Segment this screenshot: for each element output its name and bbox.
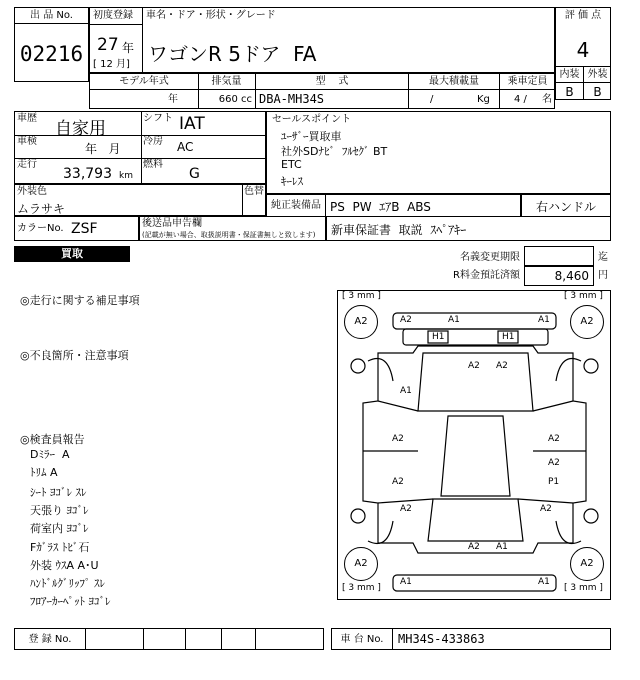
tire-depth-unit: mm (578, 583, 597, 593)
recycle-label: R料金預託済額 (453, 270, 520, 281)
displacement: 660 cc (218, 94, 252, 105)
capacity-unit: 名 (542, 94, 552, 105)
delivery-box (139, 216, 326, 241)
fuel: G (189, 166, 200, 182)
tire-depth: 3 (570, 583, 577, 593)
reg-year: 27 (97, 35, 119, 55)
recycle-unit: 円 (598, 270, 608, 281)
color-no: ZSF (71, 221, 98, 237)
mileage: 33,793 (63, 166, 112, 182)
sales-point: 社外SDﾅﾋﾞ ﾌﾙｾｸﾞ BT (281, 145, 388, 158)
spec-row (89, 73, 555, 109)
damage-mark-right-quarter: A2 (540, 504, 552, 514)
inspector-line: Fｶﾞﾗｽ ﾄﾋﾞ石 (30, 541, 90, 554)
steering-box (521, 194, 611, 217)
tire-depth: 3 (570, 291, 577, 301)
tire-tag-fl: [ 3 mm ] (342, 291, 381, 301)
interior-label: 内装 (559, 69, 580, 80)
inspector-heading: ◎検査員報告 (20, 433, 85, 446)
damage-mark-left-quarter: A2 (400, 504, 412, 514)
damage-mark-rear-panel: A1 (496, 542, 508, 552)
chassis-no: MH34S-433863 (398, 632, 485, 646)
exterior-color: ムラサキ (17, 202, 66, 216)
sales-points-label: セールスポイント (272, 114, 352, 125)
tire-rear-left (344, 547, 378, 581)
max-load: / (430, 94, 434, 105)
damage-mark-rear-panel: A2 (468, 542, 480, 552)
overall-grade: 4 (576, 38, 590, 62)
lot-no: 02216 (19, 42, 84, 66)
damage-mark-front-bumper: A1 (538, 315, 550, 325)
inspector-line: 外装 ｳｽA A･U (30, 559, 99, 572)
driving-notes-heading: ◎走行に関する補足事項 (20, 294, 140, 307)
load-unit: Kg (477, 94, 490, 105)
inspector-line: ｼｰﾄ ﾖｺﾞﾚ ｽﾚ (30, 486, 87, 499)
history-label: 車歴 (17, 113, 37, 124)
tire-mark: A2 (580, 558, 594, 569)
history: 自家用 (55, 119, 106, 139)
damage-mark-right-rear-door: A2 (548, 458, 560, 468)
recycle-value: 8,460 (554, 269, 589, 283)
grade-box (555, 7, 611, 100)
damage-mark-headlight-right: H1 (502, 332, 515, 342)
car-outline (338, 291, 610, 599)
registration-no-label: 登 録 No. (28, 634, 72, 645)
factory-label: 純正装備品 (271, 200, 321, 211)
capacity-label: 乗車定員 (507, 76, 548, 87)
tire-depth-unit: mm (356, 583, 375, 593)
tire-mark: A2 (354, 558, 368, 569)
sales-points-box (266, 111, 611, 194)
damage-mark-rear-bumper: A1 (538, 577, 550, 587)
exterior-grade: B (593, 85, 602, 99)
tire-tag-rl: [ 3 mm ] (342, 583, 381, 593)
sales-point: ｷｰﾚｽ (281, 175, 303, 188)
first-reg-label: 初度登録 (93, 10, 133, 21)
factory-equipment: PS PW ｴｱB ABS (330, 200, 431, 214)
color-no-box (14, 216, 139, 241)
tire-rear-right (570, 547, 604, 581)
name-change-value (524, 246, 594, 266)
reg-year-unit: 年 (122, 41, 135, 55)
tire-front-left (344, 305, 378, 339)
lot-no-box (14, 7, 89, 82)
damage-diagram (337, 290, 611, 600)
inspection: 年 月 (85, 142, 121, 156)
exterior-color-box (14, 184, 266, 216)
grade-label: 評 価 点 (564, 10, 602, 21)
car-desc-label: 車名・ドア・形状・グレード (146, 10, 276, 21)
damage-mark-front-bumper: A2 (400, 315, 412, 325)
ac: AC (177, 140, 194, 154)
lot-no-label: 出 品 No. (15, 8, 88, 24)
details-grid (14, 111, 266, 184)
fuel-label: 燃料 (143, 159, 163, 170)
defects-heading: ◎不良箇所・注意事項 (20, 349, 129, 362)
mileage-label: 走行 (17, 159, 37, 170)
damage-mark-left-rear-door: A2 (392, 477, 404, 487)
mileage-unit: km (119, 171, 133, 181)
inspector-line: ﾌﾛｱｰｶｰﾍﾟｯﾄ ﾖｺﾞﾚ (30, 595, 111, 608)
inspector-line: ﾄﾘﾑ A (30, 466, 58, 479)
interior-grade: B (565, 85, 574, 99)
damage-mark-right-rear-door: P1 (548, 477, 560, 487)
warranty-items: 新車保証書 取説 ｽﾍﾟｱｷｰ (331, 223, 467, 237)
tire-mark: A2 (354, 316, 368, 327)
model-code: DBA-MH34S (259, 92, 325, 106)
steering: 右ハンドル (535, 200, 596, 214)
color-change-label: 色替 (244, 186, 264, 197)
inspector-line: ﾊﾝﾄﾞﾙｸﾞﾘｯﾌﾟ ｽﾚ (30, 577, 105, 590)
tire-depth: 3 (348, 291, 355, 301)
name-change-label: 名義変更期限 (460, 252, 520, 263)
damage-mark-headlight-left: H1 (432, 332, 445, 342)
damage-mark-front-bumper: A1 (448, 315, 460, 325)
car-title-box (89, 7, 555, 73)
tire-depth: 3 (348, 583, 355, 593)
sales-point: ETC (281, 158, 302, 171)
inspector-line: 天張り ﾖｺﾞﾚ (30, 504, 89, 517)
exterior-color-label: 外装色 (17, 186, 47, 197)
shift-label: シフト (143, 113, 173, 124)
color-no-label: カラーNo. (17, 223, 64, 234)
damage-mark-left-front-door: A2 (392, 434, 404, 444)
tire-depth-unit: mm (356, 291, 375, 301)
recycle-box (524, 266, 594, 286)
model-year-label: モデル年式 (119, 76, 169, 87)
name-change-unit: 迄 (598, 252, 608, 263)
inspection-label: 車検 (17, 136, 37, 147)
delivery-label: 後送品申告欄 (142, 218, 202, 229)
tire-tag-rr: [ 3 mm ] (564, 583, 603, 593)
capacity: 4 / (514, 94, 527, 105)
displacement-label: 排気量 (211, 76, 242, 87)
damage-mark-hood: A2 (468, 361, 480, 371)
damage-mark-rear-bumper: A1 (400, 577, 412, 587)
damage-mark-left-fender: A1 (400, 386, 412, 396)
tire-depth-unit: mm (578, 291, 597, 301)
inspector-line: Dﾐﾗｰ A (30, 448, 70, 461)
buy-badge: 買取 (14, 246, 130, 262)
car-name: ワゴンR 5ドア FA (148, 42, 317, 66)
chassis-no-box (331, 628, 611, 650)
type-label: 型 式 (315, 76, 349, 87)
registration-no-box (14, 628, 324, 650)
chassis-no-label: 車 台 No. (340, 634, 384, 645)
delivery-note: (記載が無い場合、取扱説明書・保証書無しと致します) (142, 231, 316, 239)
inspector-line: 荷室内 ﾖｺﾞﾚ (30, 522, 89, 535)
max-load-label: 最大積載量 (429, 76, 479, 87)
factory-equipment-box (266, 194, 521, 217)
tire-mark: A2 (580, 316, 594, 327)
tire-front-right (570, 305, 604, 339)
sales-point: ﾕｰｻﾞｰ買取車 (281, 130, 342, 143)
warranty-box (326, 216, 611, 241)
tire-tag-fr: [ 3 mm ] (564, 291, 603, 301)
reg-month: [ 12 月] (93, 59, 130, 70)
model-year-unit: 年 (168, 94, 178, 105)
ac-label: 冷房 (143, 136, 163, 147)
exterior-label: 外装 (587, 69, 608, 80)
shift: IAT (179, 114, 205, 134)
damage-mark-hood: A2 (496, 361, 508, 371)
damage-mark-right-front-door: A2 (548, 434, 560, 444)
